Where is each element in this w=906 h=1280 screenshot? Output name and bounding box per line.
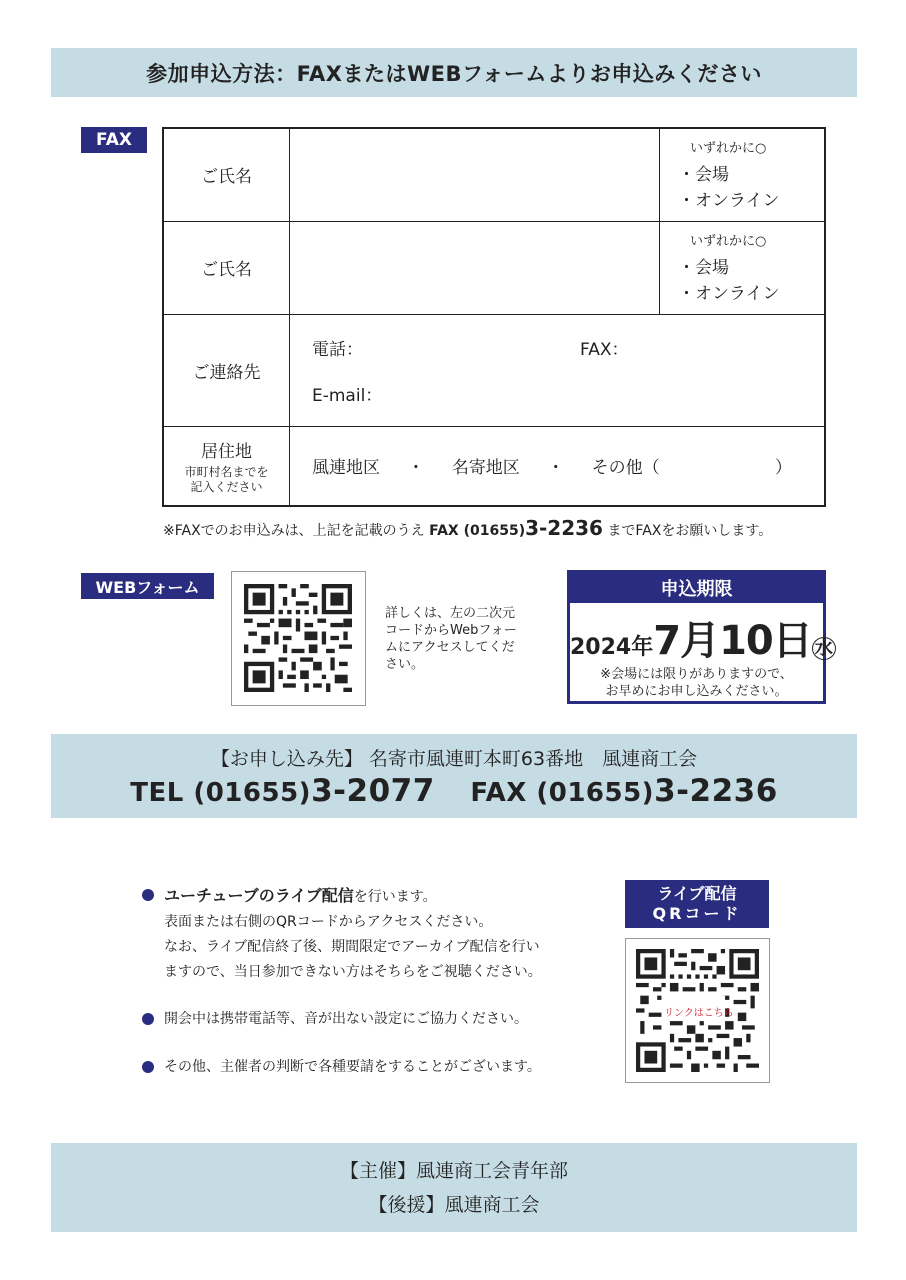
- contact-input[interactable]: [290, 314, 826, 426]
- notice-text: その他、主催者の判断で各種要請をすることがございます。: [164, 1059, 541, 1075]
- qr-link-overlay[interactable]: リンクはこちら: [664, 1008, 734, 1019]
- contact-label: ご連絡先: [163, 314, 290, 426]
- deadline-note: [570, 666, 823, 700]
- area-hurenn: 風連地区: [312, 458, 380, 479]
- name-input-2[interactable]: [290, 221, 660, 314]
- phone-label: 電話：: [312, 339, 363, 360]
- name-row-1: [163, 128, 825, 221]
- live-bold: ユーチューブのライブ配信: [164, 886, 354, 905]
- live-qr-tag: [625, 880, 769, 928]
- live-qr-tag-line: QRコード: [652, 904, 742, 923]
- live-line: 表面または右側のQRコードからアクセスください。: [164, 914, 493, 930]
- web-desc-line: 詳しくは、左の二次元: [385, 606, 516, 621]
- fax-note: [163, 516, 772, 540]
- qr-code-icon: [244, 584, 352, 692]
- notice-phone: [142, 1007, 528, 1032]
- area-other: その他（: [591, 458, 660, 479]
- deadline-year: 2024年: [570, 635, 654, 660]
- attendance-options-2[interactable]: [660, 221, 826, 314]
- fax-tag: FAX: [81, 127, 147, 153]
- deadline-note-line: ※会場には限りがありますので、: [600, 667, 793, 682]
- area-separator: ・: [407, 458, 425, 479]
- area-separator: ・: [547, 458, 565, 479]
- residence-row: [163, 426, 825, 506]
- email-label: E-mail：: [312, 385, 383, 406]
- deadline-box: [567, 570, 833, 704]
- bullet-icon: [142, 1013, 154, 1025]
- tel-number: 3-2077: [311, 773, 435, 809]
- web-form-tag: WEBフォーム: [81, 573, 214, 599]
- residence-sub2: 記入ください: [190, 479, 263, 494]
- bullet-icon: [142, 1061, 154, 1073]
- live-line: ますので、当日参加できない方はそちらをご視聴ください。: [164, 964, 542, 980]
- contact-band: [51, 734, 857, 818]
- area-nayoro: 名寄地区: [451, 458, 520, 479]
- notice-live-stream: [142, 883, 542, 985]
- deadline-date: [570, 609, 833, 666]
- deadline-month-day: 7月10日: [653, 618, 812, 664]
- notice-other: [142, 1055, 541, 1080]
- page-title: 参加申込方法：FAXまたはWEBフォームよりお申込みください: [51, 48, 857, 97]
- contact-numbers: [51, 773, 857, 809]
- option-venue: ・会場: [678, 164, 729, 185]
- fax-note-prefix: FAX (01655): [429, 523, 526, 539]
- deadline-weekday: 水: [812, 637, 836, 660]
- contact-row: [163, 314, 825, 426]
- option-venue: ・会場: [678, 257, 729, 278]
- live-stream-qr-code[interactable]: [625, 938, 770, 1083]
- supporter: 【後援】風連商工会: [368, 1194, 540, 1216]
- organizer: 【主催】風連商工会青年部: [339, 1160, 568, 1182]
- live-line: なお、ライブ配信終了後、期間限定でアーカイブ配信を行い: [164, 939, 540, 955]
- web-desc-line: コードからWebフォー: [385, 623, 517, 638]
- bullet-icon: [142, 889, 154, 901]
- web-desc-line: ムにアクセスしてくだ: [385, 640, 515, 655]
- option-hint: いずれかに○: [690, 233, 767, 249]
- option-online: ・オンライン: [678, 190, 780, 211]
- option-hint: いずれかに○: [690, 140, 767, 156]
- option-online: ・オンライン: [678, 283, 780, 304]
- residence-input[interactable]: [290, 426, 826, 506]
- residence-sub1: 市町村名までを: [184, 464, 269, 479]
- attendance-options-1[interactable]: [660, 128, 826, 221]
- fax-form-table: [162, 127, 826, 507]
- residence-label-cell: [163, 426, 290, 506]
- name-input-1[interactable]: [290, 128, 660, 221]
- web-desc-line: さい。: [385, 657, 425, 672]
- name-label: ご氏名: [163, 128, 290, 221]
- live-rest: を行います。: [353, 889, 437, 905]
- fax-label: FAX：: [580, 339, 629, 360]
- contact-address: 【お申し込み先】 名寄市風連町本町63番地 風連商工会: [210, 748, 698, 770]
- deadline-note-line: お早めにお申し込みください。: [605, 684, 788, 699]
- deadline-title: 申込期限: [570, 573, 823, 603]
- notice-text: 開会中は携帯電話等、音が出ない設定にご協力ください。: [164, 1011, 528, 1027]
- fax-note-number: 3-2236: [525, 516, 603, 540]
- residence-label: 居住地: [201, 441, 252, 462]
- web-form-description: [385, 605, 517, 673]
- web-form-qr-code[interactable]: [231, 571, 366, 706]
- fax-note-text: ※FAXでのお申込みは、上記を記載のうえ: [163, 523, 425, 539]
- name-row-2: [163, 221, 825, 314]
- fax-number: 3-2236: [654, 773, 778, 809]
- footer-band: [51, 1143, 857, 1232]
- fax-prefix: FAX (01655): [470, 778, 655, 808]
- name-label: ご氏名: [163, 221, 290, 314]
- tel-prefix: TEL (01655): [130, 778, 312, 808]
- live-qr-tag-line: ライブ配信: [657, 884, 737, 903]
- fax-note-suffix: までFAXをお願いします。: [607, 523, 773, 539]
- area-other-close: ）: [775, 458, 793, 479]
